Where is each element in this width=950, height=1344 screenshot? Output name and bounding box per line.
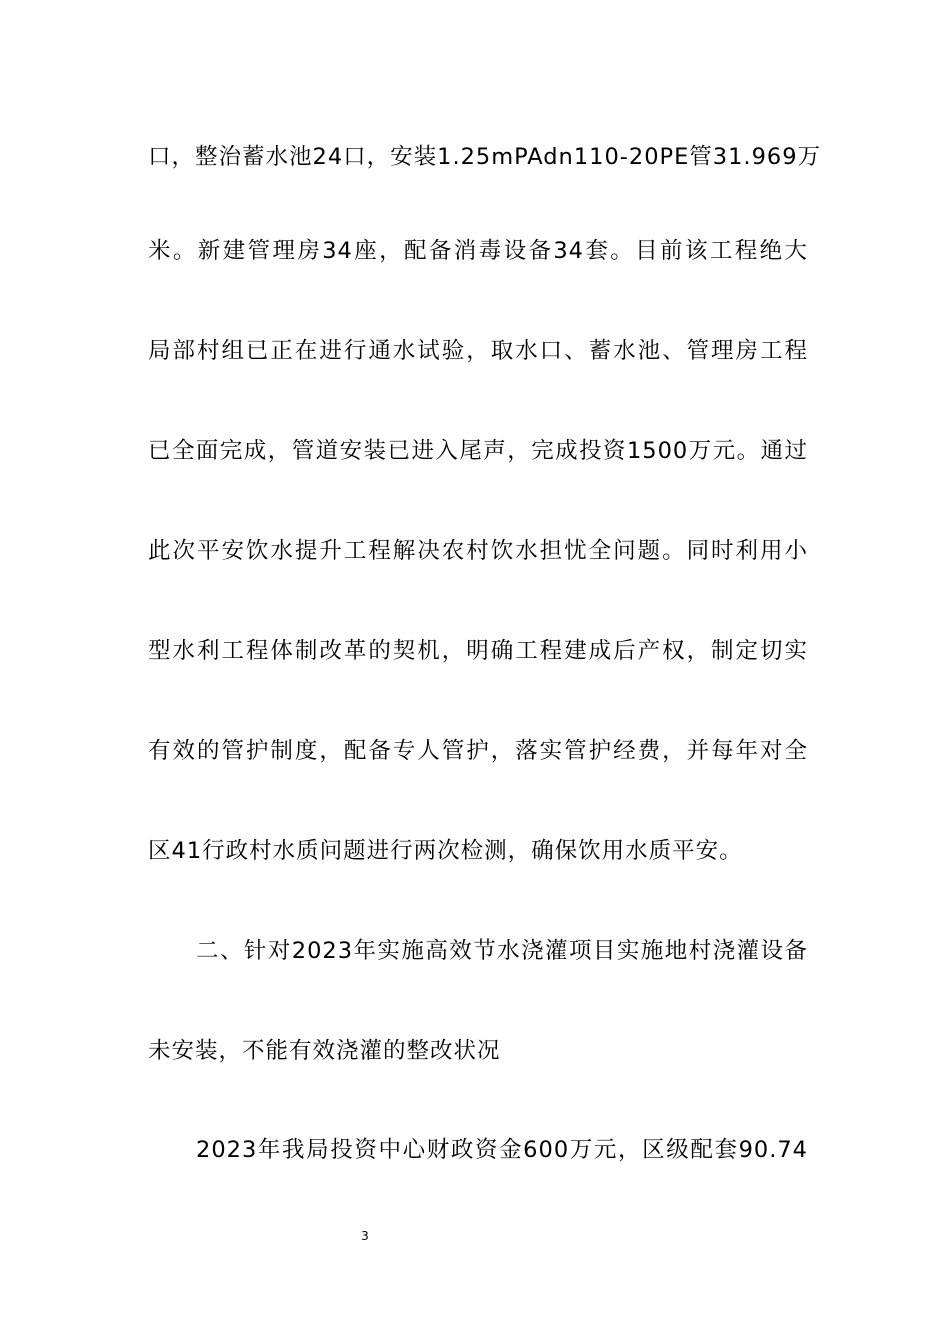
section-heading-line: 未安装，不能有效浇灌的整改状况 bbox=[148, 1038, 501, 1064]
body-text-line: 区41行政村水质问题进行两次检测，确保饮用水质平安。 bbox=[148, 838, 743, 864]
body-text-line: 局部村组已正在进行通水试验，取水口、蓄水池、管理房工程 bbox=[148, 338, 808, 364]
body-text-line: 2023年我局投资中心财政资金600万元，区级配套90.74 bbox=[196, 1137, 808, 1163]
page-number: 3 bbox=[361, 1229, 369, 1243]
body-text-line: 有效的管护制度，配备专人管护，落实管护经费，并每年对全 bbox=[148, 738, 808, 764]
body-text-line: 米。新建管理房34座，配备消毒设备34套。目前该工程绝大 bbox=[148, 238, 808, 264]
body-text-line: 已全面完成，管道安装已进入尾声，完成投资1500万元。通过 bbox=[148, 438, 808, 464]
body-text-line: 型水利工程体制改革的契机，明确工程建成后产权，制定切实 bbox=[148, 638, 808, 664]
body-text-line: 此次平安饮水提升工程解决农村饮水担忧全问题。同时利用小 bbox=[148, 538, 808, 564]
section-heading-line: 二、针对2023年实施高效节水浇灌项目实施地村浇灌设备 bbox=[196, 938, 808, 964]
body-text-line: 口，整治蓄水池24口，安装1.25mPAdn110-20PE管31.969万 bbox=[148, 144, 822, 170]
